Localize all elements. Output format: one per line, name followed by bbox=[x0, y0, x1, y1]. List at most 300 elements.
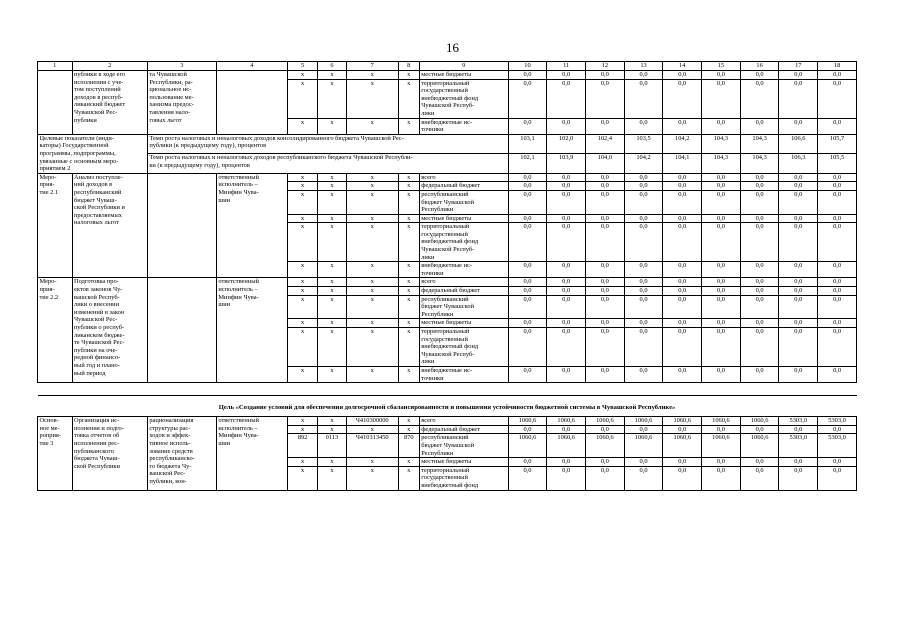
target-article-code bbox=[346, 214, 398, 223]
value-cell bbox=[702, 223, 741, 262]
value-cell-text: 0,0 bbox=[639, 223, 648, 231]
value-cell-text: 0,0 bbox=[678, 366, 687, 374]
section-code-text: х bbox=[330, 79, 334, 87]
value-cell bbox=[740, 319, 779, 328]
indicator-value-text: 102,0 bbox=[558, 134, 574, 142]
funding-source-text: территориальный государственный внебюджетный фонд Чувашской Респуб- лики bbox=[421, 328, 479, 366]
expense-type-code-text: 870 bbox=[403, 434, 414, 442]
expense-type-code bbox=[398, 190, 419, 214]
value-cell bbox=[547, 466, 586, 490]
value-cell-text: 0,0 bbox=[639, 425, 648, 433]
value-cell bbox=[818, 417, 857, 426]
value-cell-text: 0,0 bbox=[794, 366, 803, 374]
grbs-code bbox=[287, 71, 317, 80]
value-cell bbox=[586, 417, 625, 426]
value-cell-text: 0,0 bbox=[562, 71, 571, 78]
value-cell-text: 0,0 bbox=[678, 118, 687, 126]
value-cell bbox=[663, 466, 702, 490]
goal-row bbox=[38, 396, 857, 417]
value-cell-text: 0,0 bbox=[794, 466, 803, 474]
expense-type-code bbox=[398, 79, 419, 118]
value-cell bbox=[586, 466, 625, 490]
activity-goal-text: та Чувашской Республики, ра- циональное ис- пользование ме- ханизма предос- тавления нало- говых льгот bbox=[149, 71, 194, 124]
value-cell bbox=[624, 71, 663, 80]
value-cell bbox=[818, 466, 857, 490]
activity-goal bbox=[147, 278, 216, 383]
value-cell-text: 0,0 bbox=[639, 287, 648, 295]
value-cell bbox=[818, 71, 857, 80]
row-label bbox=[38, 278, 73, 383]
expense-type-code-text: х bbox=[407, 223, 411, 231]
value-cell-text: 0,0 bbox=[716, 190, 725, 198]
value-cell-text: 0,0 bbox=[833, 287, 842, 295]
target-article-code-text: х bbox=[370, 319, 374, 327]
value-cell-text: 0,0 bbox=[562, 118, 571, 126]
value-cell-text: 0,0 bbox=[833, 79, 842, 87]
section-code bbox=[318, 173, 346, 182]
value-cell-text: 0,0 bbox=[600, 278, 609, 286]
expense-type-code bbox=[398, 214, 419, 223]
grbs-code bbox=[287, 278, 317, 287]
expense-type-code-text: х bbox=[407, 182, 411, 190]
value-cell-text: 0,0 bbox=[562, 173, 571, 181]
funding-source bbox=[419, 458, 508, 467]
value-cell-text: 0,0 bbox=[562, 223, 571, 231]
funding-source bbox=[419, 434, 508, 458]
value-cell bbox=[663, 118, 702, 134]
value-cell-text: 0,0 bbox=[600, 295, 609, 303]
target-article-code bbox=[346, 173, 398, 182]
value-cell bbox=[624, 434, 663, 458]
value-cell bbox=[702, 287, 741, 296]
value-cell bbox=[547, 425, 586, 434]
value-cell-text: 0,0 bbox=[755, 458, 764, 466]
grbs-code bbox=[287, 417, 317, 426]
value-cell-text: 1060,6 bbox=[518, 417, 537, 425]
value-cell bbox=[547, 118, 586, 134]
expense-type-code-text: х bbox=[407, 278, 411, 286]
value-cell-text: 0,0 bbox=[639, 466, 648, 474]
value-cell-text: 0,0 bbox=[833, 214, 842, 222]
expense-type-code bbox=[398, 71, 419, 80]
value-cell bbox=[702, 79, 741, 118]
value-cell bbox=[663, 190, 702, 214]
target-article-code bbox=[346, 287, 398, 296]
indicator-value-text: 104,3 bbox=[752, 134, 767, 142]
value-cell-text: 0,0 bbox=[755, 278, 764, 286]
indicator-value bbox=[779, 154, 818, 173]
value-cell-text: 0,0 bbox=[678, 173, 687, 181]
grbs-code bbox=[287, 328, 317, 367]
value-cell-text: 0,0 bbox=[755, 319, 764, 327]
value-cell bbox=[740, 328, 779, 367]
value-cell-text: 0,0 bbox=[716, 223, 725, 231]
goal-heading bbox=[38, 396, 857, 417]
target-article-code-text: х bbox=[370, 328, 374, 335]
section-code bbox=[318, 190, 346, 214]
value-cell bbox=[779, 182, 818, 191]
section-code bbox=[318, 79, 346, 118]
section-code-text: х bbox=[330, 425, 334, 433]
indicator-value-text: 104,1 bbox=[675, 154, 690, 162]
value-cell bbox=[547, 287, 586, 296]
indicator-value-text: 106,6 bbox=[791, 134, 806, 142]
value-cell-text: 0,0 bbox=[833, 278, 842, 286]
value-cell bbox=[779, 319, 818, 328]
row-label bbox=[38, 71, 73, 135]
value-cell bbox=[702, 262, 741, 278]
value-cell-text: 0,0 bbox=[755, 366, 764, 374]
value-cell-text: 0,0 bbox=[639, 118, 648, 126]
section-code bbox=[318, 328, 346, 367]
value-cell bbox=[624, 287, 663, 296]
value-cell bbox=[818, 79, 857, 118]
value-cell-text: 0,0 bbox=[716, 328, 725, 335]
section-code bbox=[318, 434, 346, 458]
value-cell-text: 0,0 bbox=[523, 466, 532, 474]
activity-goal-text: рационализация структуры рас- ходов и эффек- тивное исполь- зование средств республиканско- го бюджета Чу- вашской Рес- публики, кон- bbox=[149, 417, 195, 485]
value-cell-text: 0,0 bbox=[523, 328, 532, 335]
grbs-code-text: х bbox=[301, 417, 305, 425]
value-cell-text: 0,0 bbox=[600, 262, 609, 270]
value-cell-text: 0,0 bbox=[600, 466, 609, 474]
value-cell bbox=[624, 319, 663, 328]
value-cell-text: 0,0 bbox=[600, 223, 609, 231]
grbs-code-text: 892 bbox=[297, 434, 308, 442]
column-number: 16 bbox=[740, 62, 779, 71]
value-cell bbox=[740, 71, 779, 80]
value-cell-text: 0,0 bbox=[716, 71, 725, 78]
value-cell-text: 1060,6 bbox=[750, 434, 769, 442]
value-cell bbox=[663, 71, 702, 80]
section-code bbox=[318, 278, 346, 287]
value-cell-text: 0,0 bbox=[562, 295, 571, 303]
grbs-code-text: х bbox=[301, 278, 305, 286]
table-body bbox=[38, 62, 857, 491]
funding-source-text: республиканский бюджет Чувашской Республики bbox=[421, 434, 475, 457]
value-cell bbox=[586, 223, 625, 262]
value-cell-text: 0,0 bbox=[755, 466, 764, 474]
grbs-code bbox=[287, 295, 317, 319]
value-cell bbox=[508, 223, 547, 262]
value-cell bbox=[586, 287, 625, 296]
value-cell bbox=[508, 434, 547, 458]
target-article-code bbox=[346, 319, 398, 328]
indicator-value bbox=[624, 154, 663, 173]
value-cell-text: 0,0 bbox=[794, 173, 803, 181]
value-cell bbox=[702, 328, 741, 367]
target-article-code-text: Ч410300000 bbox=[355, 417, 389, 425]
value-cell-text: 0,0 bbox=[678, 466, 687, 474]
value-cell bbox=[702, 278, 741, 287]
indicator-value bbox=[663, 134, 702, 153]
section-code bbox=[318, 319, 346, 328]
funding-source-text: всего bbox=[421, 173, 436, 181]
value-cell-text: 0,0 bbox=[716, 366, 725, 374]
value-cell-text: 0,0 bbox=[833, 262, 842, 270]
funding-source bbox=[419, 173, 508, 182]
value-cell bbox=[818, 434, 857, 458]
target-article-code-text: х bbox=[370, 118, 374, 126]
target-article-code bbox=[346, 417, 398, 426]
value-cell-text: 0,0 bbox=[794, 262, 803, 270]
section-code-text: 0113 bbox=[325, 434, 339, 442]
value-cell-text: 0,0 bbox=[523, 278, 532, 286]
target-article-code bbox=[346, 458, 398, 467]
value-cell bbox=[624, 458, 663, 467]
value-cell-text: 0,0 bbox=[755, 287, 764, 295]
value-cell-text: 0,0 bbox=[755, 182, 764, 190]
value-cell-text: 0,0 bbox=[755, 328, 764, 335]
funding-source bbox=[419, 328, 508, 367]
value-cell-text: 0,0 bbox=[678, 223, 687, 231]
value-cell-text: 1060,6 bbox=[596, 434, 614, 442]
value-cell-text: 0,0 bbox=[600, 458, 609, 466]
column-number: 5 bbox=[287, 62, 317, 71]
value-cell bbox=[663, 182, 702, 191]
value-cell-text: 0,0 bbox=[600, 328, 609, 335]
activity-name bbox=[72, 417, 147, 490]
value-cell-text: 0,0 bbox=[794, 295, 803, 303]
indicator-row bbox=[38, 154, 857, 173]
value-cell bbox=[624, 118, 663, 134]
activity-name-text: Организация ис- полнения и подго- товка отчетов об исполнении рес- публиканского бюджета Чуваш- ской Республики bbox=[74, 417, 124, 470]
value-cell bbox=[586, 262, 625, 278]
value-cell-text: 5303,0 bbox=[789, 434, 808, 442]
goal-heading-text: Цель «Создание условий для обеспечения долгосрочной сбалансированности и повышения устойчивости бюджетной системы в Чувашской Республике» bbox=[218, 404, 676, 412]
section-code-text: х bbox=[330, 182, 334, 190]
value-cell bbox=[702, 466, 741, 490]
value-cell-text: 0,0 bbox=[794, 190, 803, 198]
value-cell bbox=[624, 214, 663, 223]
target-article-code-text: х bbox=[370, 223, 374, 231]
value-cell bbox=[779, 328, 818, 367]
table-row bbox=[38, 71, 857, 80]
indicator-value-text: 104,3 bbox=[713, 134, 729, 142]
value-cell-text: 0,0 bbox=[562, 458, 571, 466]
value-cell bbox=[547, 458, 586, 467]
value-cell-text: 0,0 bbox=[716, 458, 725, 466]
section-code bbox=[318, 417, 346, 426]
value-cell bbox=[818, 287, 857, 296]
value-cell-text: 0,0 bbox=[678, 79, 687, 87]
indicator-value-text: 104,2 bbox=[636, 154, 651, 162]
funding-source bbox=[419, 366, 508, 382]
value-cell bbox=[740, 287, 779, 296]
column-number: 18 bbox=[818, 62, 857, 71]
value-cell bbox=[779, 118, 818, 134]
value-cell-text: 0,0 bbox=[716, 466, 725, 474]
section-code-text: х bbox=[330, 458, 334, 466]
value-cell-text: 0,0 bbox=[523, 79, 532, 87]
grbs-code-text: х bbox=[301, 287, 305, 295]
funding-source-text: территориальный государственный внебюджетный фонд Чувашской Респуб- лики bbox=[421, 79, 479, 117]
value-cell bbox=[586, 182, 625, 191]
value-cell bbox=[663, 262, 702, 278]
value-cell-text: 0,0 bbox=[562, 79, 571, 87]
value-cell bbox=[663, 319, 702, 328]
value-cell bbox=[779, 214, 818, 223]
funding-source-text: внебюджетные ис- точники bbox=[421, 262, 472, 277]
value-cell bbox=[779, 366, 818, 382]
expense-type-code bbox=[398, 223, 419, 262]
value-cell-text: 0,0 bbox=[523, 182, 532, 190]
value-cell bbox=[779, 190, 818, 214]
target-article-code bbox=[346, 328, 398, 367]
value-cell bbox=[586, 71, 625, 80]
value-cell bbox=[663, 173, 702, 182]
indicator-value bbox=[702, 134, 741, 153]
value-cell bbox=[740, 214, 779, 223]
column-number: 1 bbox=[38, 62, 73, 71]
indicator-value bbox=[740, 154, 779, 173]
grbs-code-text: х bbox=[301, 118, 305, 126]
value-cell bbox=[818, 458, 857, 467]
value-cell bbox=[779, 425, 818, 434]
expense-type-code-text: х bbox=[407, 214, 411, 222]
indicator-value-text: 103,9 bbox=[558, 154, 574, 162]
value-cell bbox=[663, 434, 702, 458]
grbs-code bbox=[287, 79, 317, 118]
funding-source-text: федеральный бюджет bbox=[421, 287, 481, 295]
value-cell-text: 1060,6 bbox=[557, 417, 575, 425]
value-cell bbox=[779, 262, 818, 278]
value-cell-text: 0,0 bbox=[716, 278, 725, 286]
value-cell bbox=[779, 71, 818, 80]
funding-source-text: всего bbox=[421, 278, 436, 286]
value-cell-text: 0,0 bbox=[600, 182, 609, 190]
value-cell bbox=[779, 223, 818, 262]
indicator-value-text: 102,4 bbox=[597, 134, 613, 142]
value-cell-text: 0,0 bbox=[678, 319, 687, 327]
value-cell-text: 0,0 bbox=[562, 278, 571, 286]
target-article-code-text: х bbox=[370, 71, 374, 78]
value-cell bbox=[663, 366, 702, 382]
value-cell bbox=[740, 366, 779, 382]
value-cell bbox=[779, 458, 818, 467]
value-cell-text: 0,0 bbox=[639, 366, 648, 374]
value-cell bbox=[586, 79, 625, 118]
target-article-code-text: х bbox=[370, 466, 374, 474]
funding-source-text: республиканский бюджет Чувашской Республики bbox=[421, 190, 475, 214]
value-cell bbox=[547, 262, 586, 278]
value-cell-text: 0,0 bbox=[833, 71, 842, 78]
value-cell-text: 0,0 bbox=[833, 182, 842, 190]
expense-type-code bbox=[398, 366, 419, 382]
grbs-code-text: х bbox=[301, 223, 305, 231]
funding-source-text: внебюджетные ис- точники bbox=[421, 118, 472, 134]
funding-source-text: местные бюджеты bbox=[421, 319, 472, 327]
value-cell-text: 0,0 bbox=[600, 214, 609, 222]
value-cell bbox=[547, 214, 586, 223]
activity-goal bbox=[147, 71, 216, 135]
expense-type-code-text: х bbox=[407, 79, 411, 87]
activity-name bbox=[72, 173, 147, 278]
value-cell-text: 1060,6 bbox=[673, 417, 692, 425]
value-cell-text: 0,0 bbox=[794, 71, 803, 78]
grbs-code bbox=[287, 458, 317, 467]
grbs-code bbox=[287, 173, 317, 182]
value-cell-text: 0,0 bbox=[755, 262, 764, 270]
page-number: 16 bbox=[446, 40, 459, 55]
value-cell-text: 0,0 bbox=[833, 366, 842, 374]
column-number: 8 bbox=[398, 62, 419, 71]
expense-type-code bbox=[398, 417, 419, 426]
value-cell-text: 0,0 bbox=[716, 425, 725, 433]
value-cell-text: 0,0 bbox=[794, 319, 803, 327]
section-code bbox=[318, 223, 346, 262]
expense-type-code-text: х bbox=[407, 190, 411, 198]
indicator-value bbox=[586, 154, 625, 173]
section-code bbox=[318, 214, 346, 223]
funding-source bbox=[419, 466, 508, 490]
value-cell bbox=[508, 190, 547, 214]
expense-type-code bbox=[398, 434, 419, 458]
responsible-executor-text: ответственный исполнитель – Минфин Чува- шии bbox=[218, 173, 259, 204]
value-cell bbox=[702, 173, 741, 182]
value-cell-text: 0,0 bbox=[833, 328, 842, 335]
value-cell-text: 0,0 bbox=[600, 319, 609, 327]
value-cell bbox=[586, 173, 625, 182]
target-article-code-text: х bbox=[370, 425, 374, 433]
grbs-code-text: х bbox=[301, 425, 305, 433]
value-cell-text: 0,0 bbox=[716, 182, 725, 190]
value-cell-text: 0,0 bbox=[523, 223, 532, 231]
expense-type-code-text: х bbox=[407, 262, 411, 270]
responsible-executor bbox=[216, 278, 287, 383]
value-cell-text: 0,0 bbox=[600, 71, 609, 78]
value-cell bbox=[547, 319, 586, 328]
value-cell-text: 0,0 bbox=[639, 295, 648, 303]
value-cell-text: 1060,6 bbox=[596, 417, 614, 425]
value-cell-text: 0,0 bbox=[678, 295, 687, 303]
grbs-code bbox=[287, 366, 317, 382]
section-code-text: х bbox=[330, 278, 334, 286]
value-cell-text: 0,0 bbox=[794, 79, 803, 87]
value-cell-text: 0,0 bbox=[600, 366, 609, 374]
indicator-name bbox=[147, 134, 508, 153]
value-cell-text: 0,0 bbox=[833, 425, 842, 433]
column-number: 4 bbox=[216, 62, 287, 71]
target-article-code-text: х bbox=[370, 214, 374, 222]
value-cell bbox=[740, 79, 779, 118]
table-row bbox=[38, 278, 857, 287]
section-code-text: х bbox=[330, 223, 334, 231]
activity-goal bbox=[147, 173, 216, 278]
target-article-code-text: х bbox=[370, 278, 374, 286]
value-cell-text: 0,0 bbox=[794, 278, 803, 286]
value-cell bbox=[740, 295, 779, 319]
grbs-code-text: х bbox=[301, 262, 305, 270]
funding-source-text: местные бюджеты bbox=[421, 214, 472, 222]
value-cell bbox=[663, 458, 702, 467]
value-cell-text: 0,0 bbox=[678, 287, 687, 295]
value-cell bbox=[508, 319, 547, 328]
column-number: 9 bbox=[419, 62, 508, 71]
value-cell bbox=[818, 278, 857, 287]
value-cell bbox=[818, 425, 857, 434]
section-code bbox=[318, 118, 346, 134]
value-cell bbox=[702, 182, 741, 191]
value-cell bbox=[663, 278, 702, 287]
expense-type-code bbox=[398, 295, 419, 319]
indicator-value-text: 104,0 bbox=[597, 154, 613, 162]
expense-type-code-text: х bbox=[407, 71, 411, 78]
value-cell-text: 0,0 bbox=[523, 287, 532, 295]
value-cell-text: 0,0 bbox=[716, 295, 725, 303]
grbs-code bbox=[287, 287, 317, 296]
value-cell bbox=[779, 417, 818, 426]
